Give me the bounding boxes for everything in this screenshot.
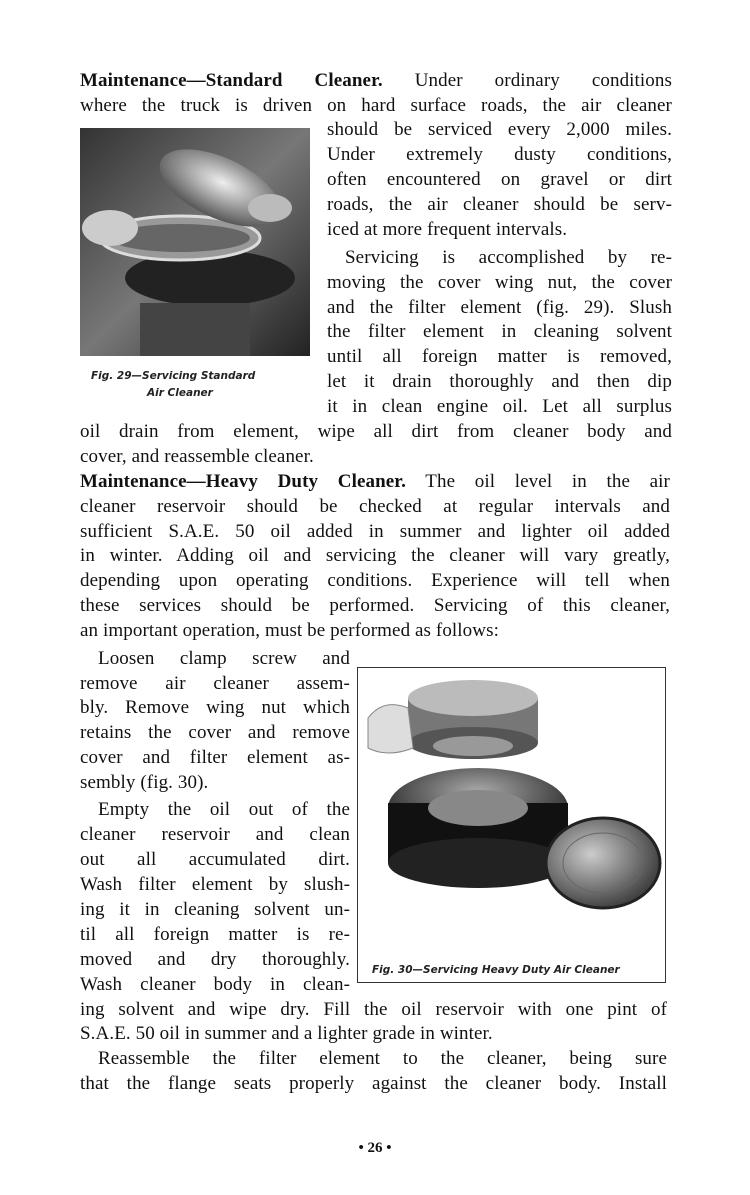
figure-29-caption: Fig. 29—Servicing Standard	[91, 370, 256, 382]
text-line: the filter element in cleaning solvent	[327, 321, 672, 342]
text-line: ing solvent and wipe dry. Fill the oil reservoir with one pint of	[80, 999, 667, 1020]
page-number: • 26 •	[358, 1140, 392, 1156]
text-line: bly. Remove wing nut which	[80, 697, 350, 718]
text-line: oil drain from element, wipe all dirt from cleaner body and	[80, 421, 672, 442]
text-line: Wash filter element by slush-	[80, 874, 350, 895]
text-line: an important operation, must be performed as follows:	[80, 620, 499, 641]
text-line: until all foreign matter is removed,	[327, 346, 672, 367]
text-line: Under extremely dusty conditions,	[327, 144, 672, 165]
text-line: roads, the air cleaner should be serv-	[327, 194, 672, 215]
text-line: out all accumulated dirt.	[80, 849, 350, 870]
text-line: retains the cover and remove	[80, 722, 350, 743]
text-line: cover and filter element as-	[80, 747, 350, 768]
text-line: sufficient S.A.E. 50 oil added in summer and lighter oil added	[80, 521, 670, 542]
text-line: ing it in cleaning solvent un-	[80, 899, 350, 920]
section-heading: Maintenance—Heavy Duty Cleaner.	[80, 471, 406, 492]
text-line: Empty the oil out of the	[98, 799, 350, 820]
text-line: where the truck is driven on hard surface roads, the air cleaner	[80, 95, 672, 116]
text-line: Loosen clamp screw and	[98, 648, 350, 669]
text-line-content: The oil level in the air	[425, 471, 670, 492]
text-line: iced at more frequent intervals.	[327, 219, 568, 240]
text-line: cleaner reservoir should be checked at regular intervals and	[80, 496, 670, 517]
text-line: often encountered on gravel or dirt	[327, 169, 672, 190]
figure-30-caption: Fig. 30—Servicing Heavy Duty Air Cleaner	[372, 964, 620, 976]
figure-29-caption-2: Air Cleaner	[147, 387, 213, 399]
text-line: Servicing is accomplished by re-	[345, 247, 672, 268]
text-line: moved and dry thoroughly.	[80, 949, 350, 970]
text-line: remove air cleaner assem-	[80, 673, 350, 694]
text-line: sembly (fig. 30).	[80, 772, 209, 793]
text-line: that the flange seats properly against the cleaner body. Install	[80, 1073, 667, 1094]
section-heading: Maintenance—Standard Cleaner.	[80, 70, 383, 91]
figure-30-photo	[358, 668, 664, 958]
text-line: cover, and reassemble cleaner.	[80, 446, 314, 467]
text-line: Wash cleaner body in clean-	[80, 974, 350, 995]
text-line: S.A.E. 50 oil in summer and a lighter grade in winter.	[80, 1023, 493, 1044]
text-line-content: Under ordinary conditions	[414, 70, 672, 91]
text-line: moving the cover wing nut, the cover	[327, 272, 672, 293]
text-line	[80, 70, 672, 92]
text-line: should be serviced every 2,000 miles.	[327, 119, 672, 140]
text-line: it in clean engine oil. Let all surplus	[327, 396, 672, 417]
text-line: and the filter element (fig. 29). Slush	[327, 297, 672, 318]
text-line: depending upon operating conditions. Experience will tell when	[80, 570, 670, 591]
text-line: these services should be performed. Servicing of this cleaner,	[80, 595, 670, 616]
figure-29-photo	[80, 128, 310, 356]
text-line	[80, 471, 670, 493]
text-line: Reassemble the filter element to the cleaner, being sure	[98, 1048, 667, 1069]
text-line: in winter. Adding oil and servicing the cleaner will vary greatly,	[80, 545, 670, 566]
text-line: let it drain thoroughly and then dip	[327, 371, 672, 392]
figure-30-frame	[357, 667, 666, 983]
text-line: cleaner reservoir and clean	[80, 824, 350, 845]
text-line: til all foreign matter is re-	[80, 924, 350, 945]
